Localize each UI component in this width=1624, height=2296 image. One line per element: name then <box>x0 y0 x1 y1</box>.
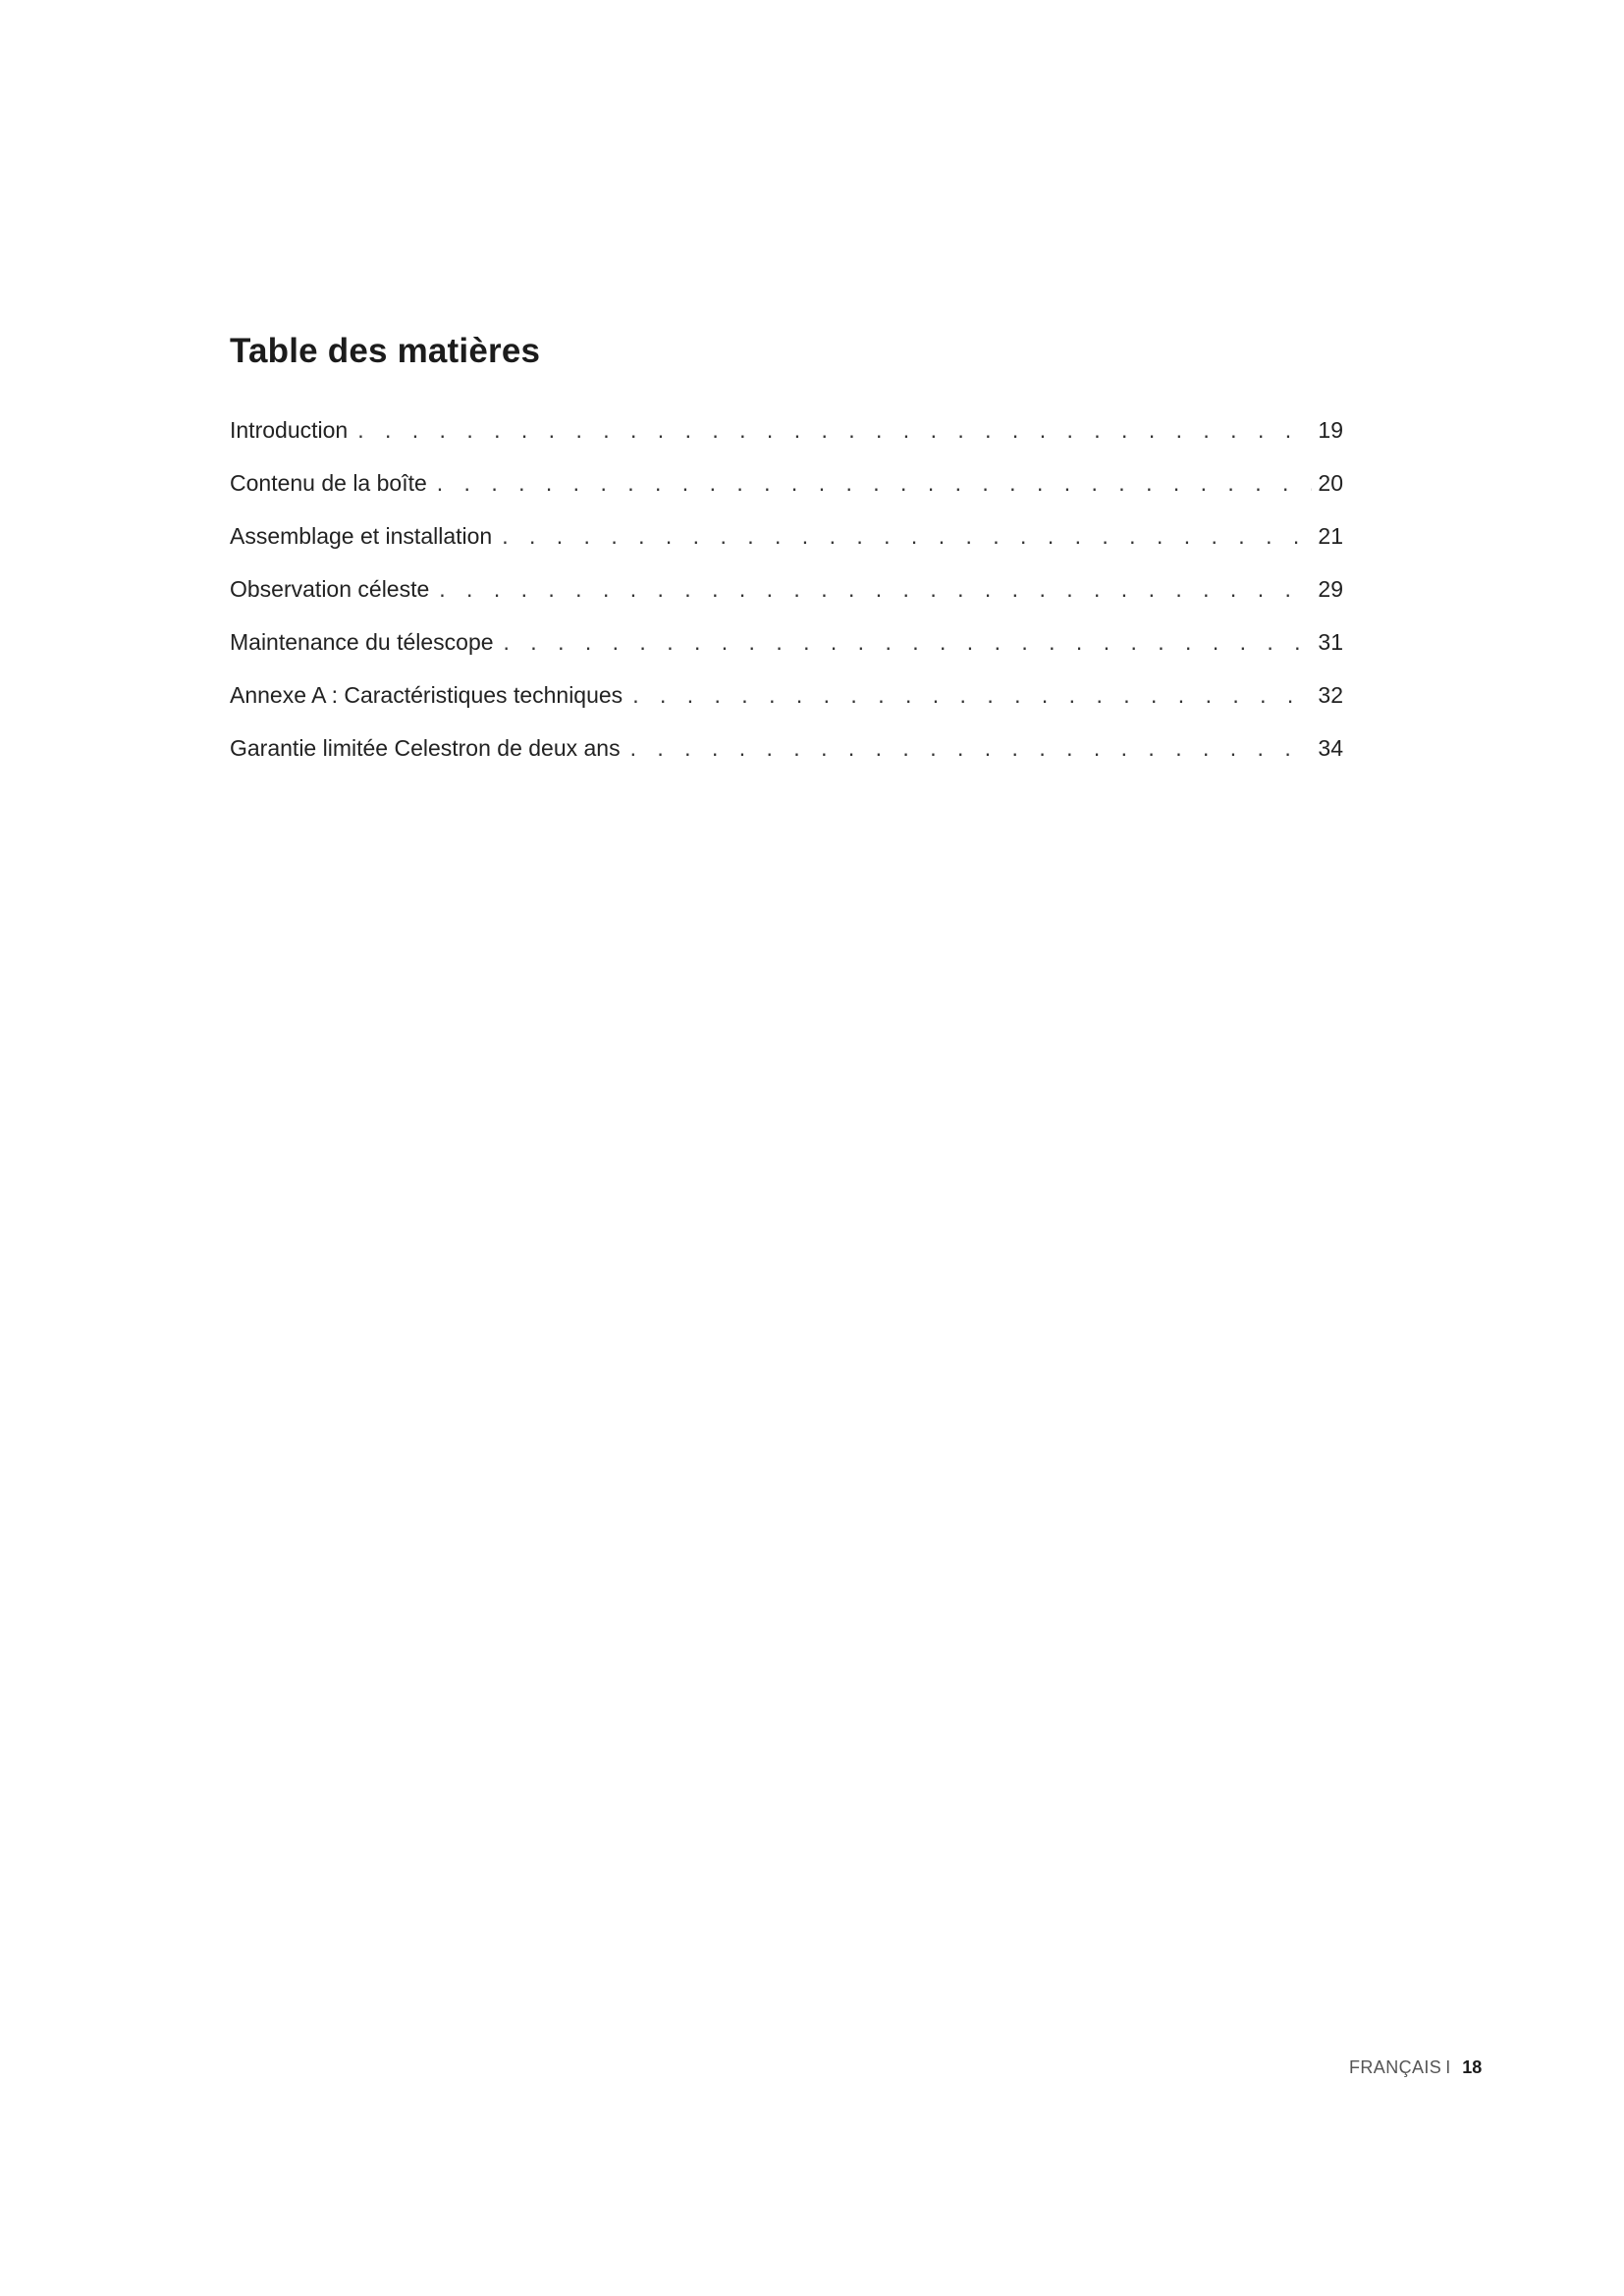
toc-entry-page: 19 <box>1318 417 1343 443</box>
dot-leader <box>437 470 1313 497</box>
toc-entry-contenu[interactable] <box>230 470 1343 523</box>
page-title: Table des matières <box>230 332 541 370</box>
dot-leader <box>632 682 1312 709</box>
dot-leader <box>502 523 1312 550</box>
toc-entry-assemblage[interactable] <box>230 523 1343 576</box>
toc-entry-introduction[interactable] <box>230 417 1343 470</box>
toc-entry-label: Contenu de la boîte <box>230 470 427 496</box>
toc-entry-label: Annexe A : Caractéristiques techniques <box>230 682 623 708</box>
dot-leader <box>504 629 1313 656</box>
toc-entry-page: 31 <box>1318 629 1343 655</box>
toc-entry-garantie[interactable] <box>230 735 1343 788</box>
dot-leader <box>439 576 1312 603</box>
dot-leader <box>630 735 1313 762</box>
toc-entry-label: Garantie limitée Celestron de deux ans <box>230 735 621 761</box>
toc-entry-page: 32 <box>1318 682 1343 708</box>
toc-entry-page: 21 <box>1318 523 1343 549</box>
page-footer <box>1349 2057 1482 2078</box>
toc-entry-observation[interactable] <box>230 576 1343 629</box>
toc-entry-page: 29 <box>1318 576 1343 602</box>
toc-entry-page: 34 <box>1318 735 1343 761</box>
toc-entry-label: Assemblage et installation <box>230 523 493 549</box>
footer-page-number: 18 <box>1462 2057 1483 2077</box>
toc-entry-page: 20 <box>1318 470 1343 496</box>
dot-leader <box>357 417 1312 444</box>
table-of-contents <box>230 417 1343 788</box>
footer-separator: I <box>1445 2057 1451 2077</box>
toc-entry-label: Maintenance du télescope <box>230 629 494 655</box>
toc-entry-maintenance[interactable] <box>230 629 1343 682</box>
footer-language: FRANÇAIS <box>1349 2057 1442 2077</box>
toc-entry-label: Introduction <box>230 417 349 443</box>
toc-entry-annexe-a[interactable] <box>230 682 1343 735</box>
toc-entry-label: Observation céleste <box>230 576 430 602</box>
